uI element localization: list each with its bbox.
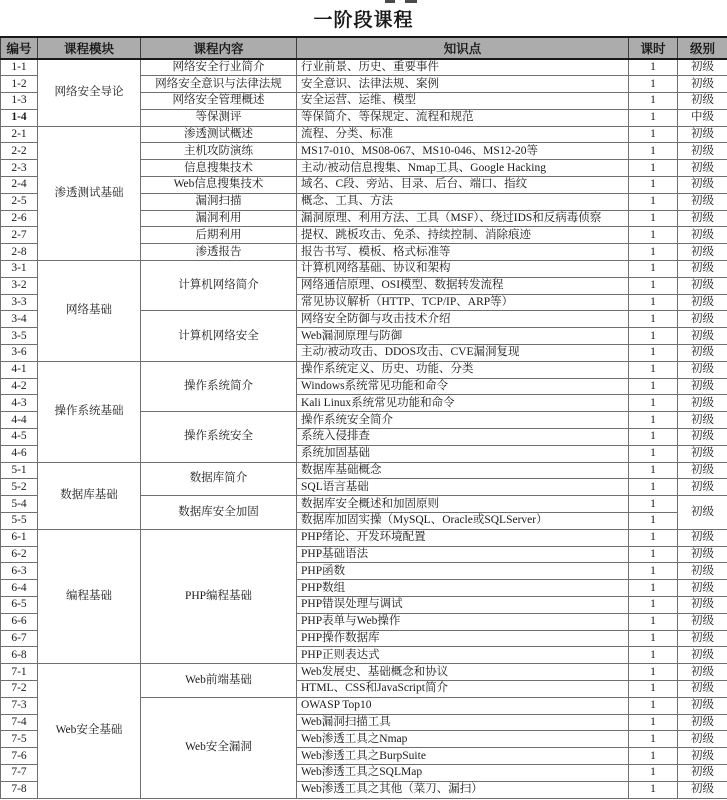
hours-cell: 1 bbox=[629, 546, 678, 563]
content-cell: 渗透测试概述 bbox=[141, 126, 297, 143]
hours-cell: 1 bbox=[629, 395, 678, 412]
hours-cell: 1 bbox=[629, 59, 678, 76]
content-cell: 操作系统简介 bbox=[141, 361, 297, 411]
table-row bbox=[1, 529, 727, 546]
row-number-cell: 3-2 bbox=[1, 277, 38, 294]
content-cell: Web信息搜集技术 bbox=[141, 177, 297, 194]
knowledge-points-cell: Web渗透工具之SQLMap bbox=[297, 764, 629, 781]
knowledge-points-cell: 网络安全防御与攻击技术介绍 bbox=[297, 311, 629, 328]
level-cell: 初级 bbox=[678, 177, 727, 194]
knowledge-points-cell: MS17-010、MS08-067、MS10-046、MS12-20等 bbox=[297, 143, 629, 160]
hours-cell: 1 bbox=[629, 143, 678, 160]
knowledge-points-cell: 操作系统安全简介 bbox=[297, 412, 629, 429]
module-cell: Web安全基础 bbox=[38, 664, 141, 798]
hours-cell: 1 bbox=[629, 647, 678, 664]
knowledge-points-cell: PHP基础语法 bbox=[297, 546, 629, 563]
row-number-cell: 4-3 bbox=[1, 395, 38, 412]
level-cell: 初级 bbox=[678, 294, 727, 311]
knowledge-points-cell: PHP函数 bbox=[297, 563, 629, 580]
table-row bbox=[1, 261, 727, 278]
row-number-cell: 6-8 bbox=[1, 647, 38, 664]
knowledge-points-cell: SQL语言基础 bbox=[297, 479, 629, 496]
module-cell: 编程基础 bbox=[38, 529, 141, 663]
level-cell: 初级 bbox=[678, 93, 727, 110]
hours-cell: 1 bbox=[629, 294, 678, 311]
page-title: 一阶段课程 bbox=[313, 9, 414, 31]
knowledge-points-cell: Web漏洞原理与防御 bbox=[297, 328, 629, 345]
level-cell: 初级 bbox=[678, 597, 727, 614]
hours-cell: 1 bbox=[629, 244, 678, 261]
knowledge-points-cell: Kali Linux系统常见功能和命令 bbox=[297, 395, 629, 412]
hours-cell: 1 bbox=[629, 496, 678, 513]
module-cell: 网络基础 bbox=[38, 261, 141, 362]
row-number-cell: 2-5 bbox=[1, 193, 38, 210]
level-cell: 中级 bbox=[678, 109, 727, 126]
level-cell: 初级 bbox=[678, 764, 727, 781]
knowledge-points-cell: PHP操作数据库 bbox=[297, 630, 629, 647]
row-number-cell: 7-5 bbox=[1, 731, 38, 748]
hours-cell: 1 bbox=[629, 76, 678, 93]
row-number-cell: 4-4 bbox=[1, 412, 38, 429]
row-number-cell: 6-6 bbox=[1, 613, 38, 630]
row-number-cell: 2-4 bbox=[1, 177, 38, 194]
row-number-cell: 7-1 bbox=[1, 664, 38, 681]
content-cell: 信息搜集技术 bbox=[141, 160, 297, 177]
knowledge-points-cell: Web发展史、基础概念和协议 bbox=[297, 664, 629, 681]
level-cell: 初级 bbox=[678, 680, 727, 697]
content-cell: 主机攻防演练 bbox=[141, 143, 297, 160]
table-row bbox=[1, 361, 727, 378]
knowledge-points-cell: Web渗透工具之其他（菜刀、漏扫） bbox=[297, 781, 629, 798]
row-number-cell: 3-5 bbox=[1, 328, 38, 345]
row-number-cell: 6-2 bbox=[1, 546, 38, 563]
row-number-cell: 5-1 bbox=[1, 462, 38, 479]
level-cell: 初级 bbox=[678, 429, 727, 446]
header-row bbox=[1, 37, 727, 59]
level-cell: 初级 bbox=[678, 193, 727, 210]
header-number: 编号 bbox=[1, 37, 38, 59]
course-table bbox=[0, 36, 727, 799]
hours-cell: 1 bbox=[629, 429, 678, 446]
hours-cell: 1 bbox=[629, 764, 678, 781]
level-cell: 初级 bbox=[678, 748, 727, 765]
row-number-cell: 2-7 bbox=[1, 227, 38, 244]
hours-cell: 1 bbox=[629, 630, 678, 647]
content-cell: 数据库简介 bbox=[141, 462, 297, 496]
knowledge-points-cell: 主动/被动攻击、DDOS攻击、CVE漏洞复现 bbox=[297, 345, 629, 362]
row-number-cell: 7-8 bbox=[1, 781, 38, 798]
level-cell: 初级 bbox=[678, 580, 727, 597]
module-cell: 渗透测试基础 bbox=[38, 126, 141, 260]
content-cell: 操作系统安全 bbox=[141, 412, 297, 462]
level-cell: 初级 bbox=[678, 697, 727, 714]
row-number-cell: 4-5 bbox=[1, 429, 38, 446]
content-cell: 渗透报告 bbox=[141, 244, 297, 261]
knowledge-points-cell: 域名、C段、旁站、目录、后台、端口、指纹 bbox=[297, 177, 629, 194]
hours-cell: 1 bbox=[629, 580, 678, 597]
row-number-cell: 2-8 bbox=[1, 244, 38, 261]
hours-cell: 1 bbox=[629, 378, 678, 395]
hours-cell: 1 bbox=[629, 177, 678, 194]
header-content: 课程内容 bbox=[141, 37, 297, 59]
level-cell: 初级 bbox=[678, 210, 727, 227]
content-cell: PHP编程基础 bbox=[141, 529, 297, 663]
table-row bbox=[1, 126, 727, 143]
row-number-cell: 3-1 bbox=[1, 261, 38, 278]
row-number-cell: 6-5 bbox=[1, 597, 38, 614]
hours-cell: 1 bbox=[629, 345, 678, 362]
table-row bbox=[1, 462, 727, 479]
knowledge-points-cell: 等保简介、等保规定、流程和规范 bbox=[297, 109, 629, 126]
content-cell: 网络安全行业简介 bbox=[141, 59, 297, 76]
knowledge-points-cell: 数据库加固实操（MySQL、Oracle或SQLServer） bbox=[297, 513, 629, 530]
hours-cell: 1 bbox=[629, 93, 678, 110]
knowledge-points-cell: PHP表单与Web操作 bbox=[297, 613, 629, 630]
hours-cell: 1 bbox=[629, 227, 678, 244]
row-number-cell: 1-4 bbox=[1, 109, 38, 126]
level-cell: 初级 bbox=[678, 277, 727, 294]
knowledge-points-cell: 流程、分类、标准 bbox=[297, 126, 629, 143]
level-cell: 初级 bbox=[678, 261, 727, 278]
hours-cell: 1 bbox=[629, 445, 678, 462]
level-cell: 初级 bbox=[678, 647, 727, 664]
header-hours: 课时 bbox=[629, 37, 678, 59]
knowledge-points-cell: Web渗透工具之Nmap bbox=[297, 731, 629, 748]
table-row bbox=[1, 59, 727, 76]
knowledge-points-cell: 计算机网络基础、协议和架构 bbox=[297, 261, 629, 278]
hours-cell: 1 bbox=[629, 412, 678, 429]
header-points: 知识点 bbox=[297, 37, 629, 59]
hours-cell: 1 bbox=[629, 311, 678, 328]
hours-cell: 1 bbox=[629, 328, 678, 345]
level-cell: 初级 bbox=[678, 143, 727, 160]
header-level: 级别 bbox=[678, 37, 727, 59]
knowledge-points-cell: Windows系统常见功能和命令 bbox=[297, 378, 629, 395]
hours-cell: 1 bbox=[629, 513, 678, 530]
header-module: 课程模块 bbox=[38, 37, 141, 59]
knowledge-points-cell: HTML、CSS和JavaScript简介 bbox=[297, 680, 629, 697]
module-cell: 操作系统基础 bbox=[38, 361, 141, 462]
knowledge-points-cell: 系统入侵排查 bbox=[297, 429, 629, 446]
knowledge-points-cell: 漏洞原理、利用方法、工具（MSF）、绕过IDS和反病毒侦察 bbox=[297, 210, 629, 227]
hours-cell: 1 bbox=[629, 563, 678, 580]
row-number-cell: 4-6 bbox=[1, 445, 38, 462]
level-cell: 初级 bbox=[678, 227, 727, 244]
content-cell: 计算机网络简介 bbox=[141, 261, 297, 311]
level-cell: 初级 bbox=[678, 328, 727, 345]
row-number-cell: 6-1 bbox=[1, 529, 38, 546]
hours-cell: 1 bbox=[629, 193, 678, 210]
level-cell: 初级 bbox=[678, 59, 727, 76]
level-cell: 初级 bbox=[678, 378, 727, 395]
content-cell: Web安全漏洞 bbox=[141, 697, 297, 798]
knowledge-points-cell: PHP数组 bbox=[297, 580, 629, 597]
knowledge-points-cell: OWASP Top10 bbox=[297, 697, 629, 714]
hours-cell: 1 bbox=[629, 664, 678, 681]
hours-cell: 1 bbox=[629, 277, 678, 294]
hours-cell: 1 bbox=[629, 210, 678, 227]
row-number-cell: 7-6 bbox=[1, 748, 38, 765]
row-number-cell: 7-2 bbox=[1, 680, 38, 697]
content-cell: 等保测评 bbox=[141, 109, 297, 126]
level-cell: 初级 bbox=[678, 546, 727, 563]
row-number-cell: 3-4 bbox=[1, 311, 38, 328]
hours-cell: 1 bbox=[629, 479, 678, 496]
row-number-cell: 5-2 bbox=[1, 479, 38, 496]
row-number-cell: 2-1 bbox=[1, 126, 38, 143]
row-number-cell: 6-7 bbox=[1, 630, 38, 647]
hours-cell: 1 bbox=[629, 714, 678, 731]
hours-cell: 1 bbox=[629, 781, 678, 798]
level-cell: 初级 bbox=[678, 395, 727, 412]
knowledge-points-cell: 数据库安全概述和加固原则 bbox=[297, 496, 629, 513]
knowledge-points-cell: 安全意识、法律法规、案例 bbox=[297, 76, 629, 93]
row-number-cell: 2-6 bbox=[1, 210, 38, 227]
level-cell: 初级 bbox=[678, 244, 727, 261]
knowledge-points-cell: 安全运营、运维、模型 bbox=[297, 93, 629, 110]
content-cell: 网络安全意识与法律法规 bbox=[141, 76, 297, 93]
knowledge-points-cell: PHP绪论、开发环境配置 bbox=[297, 529, 629, 546]
course-table-body bbox=[1, 59, 727, 798]
hours-cell: 1 bbox=[629, 361, 678, 378]
hours-cell: 1 bbox=[629, 160, 678, 177]
level-cell: 初级 bbox=[678, 76, 727, 93]
knowledge-points-cell: 网络通信原理、OSI模型、数据转发流程 bbox=[297, 277, 629, 294]
row-number-cell: 2-2 bbox=[1, 143, 38, 160]
knowledge-points-cell: 主动/被动信息搜集、Nmap工具、Google Hacking bbox=[297, 160, 629, 177]
level-cell: 初级 bbox=[678, 126, 727, 143]
row-number-cell: 3-3 bbox=[1, 294, 38, 311]
knowledge-points-cell: PHP正则表达式 bbox=[297, 647, 629, 664]
knowledge-points-cell: 系统加固基础 bbox=[297, 445, 629, 462]
module-cell: 数据库基础 bbox=[38, 462, 141, 529]
cropped-text-artifact bbox=[383, 0, 427, 4]
row-number-cell: 7-7 bbox=[1, 764, 38, 781]
hours-cell: 1 bbox=[629, 261, 678, 278]
level-cell: 初级 bbox=[678, 445, 727, 462]
level-cell: 初级 bbox=[678, 160, 727, 177]
row-number-cell: 6-4 bbox=[1, 580, 38, 597]
level-cell: 初级 bbox=[678, 345, 727, 362]
row-number-cell: 7-4 bbox=[1, 714, 38, 731]
content-cell: 数据库安全加固 bbox=[141, 496, 297, 530]
content-cell: 漏洞扫描 bbox=[141, 193, 297, 210]
row-number-cell: 5-5 bbox=[1, 513, 38, 530]
hours-cell: 1 bbox=[629, 731, 678, 748]
level-cell: 初级 bbox=[678, 479, 727, 496]
row-number-cell: 5-4 bbox=[1, 496, 38, 513]
hours-cell: 1 bbox=[629, 680, 678, 697]
content-cell: 网络安全管理概述 bbox=[141, 93, 297, 110]
knowledge-points-cell: 报告书写、模板、格式标准等 bbox=[297, 244, 629, 261]
level-cell: 初级 bbox=[678, 311, 727, 328]
level-cell: 初级 bbox=[678, 613, 727, 630]
hours-cell: 1 bbox=[629, 597, 678, 614]
knowledge-points-cell: Web漏洞扫描工具 bbox=[297, 714, 629, 731]
row-number-cell: 2-3 bbox=[1, 160, 38, 177]
knowledge-points-cell: 操作系统定义、历史、功能、分类 bbox=[297, 361, 629, 378]
level-cell: 初级 bbox=[678, 462, 727, 479]
table-header bbox=[1, 37, 727, 59]
knowledge-points-cell: 提权、跳板攻击、免杀、持续控制、消除痕迹 bbox=[297, 227, 629, 244]
content-cell: Web前端基础 bbox=[141, 664, 297, 698]
row-number-cell: 4-1 bbox=[1, 361, 38, 378]
level-cell: 初级 bbox=[678, 529, 727, 546]
table-row bbox=[1, 664, 727, 681]
level-cell: 初级 bbox=[678, 496, 727, 530]
content-cell: 计算机网络安全 bbox=[141, 311, 297, 361]
row-number-cell: 1-3 bbox=[1, 93, 38, 110]
row-number-cell: 6-3 bbox=[1, 563, 38, 580]
hours-cell: 1 bbox=[629, 529, 678, 546]
row-number-cell: 7-3 bbox=[1, 697, 38, 714]
level-cell: 初级 bbox=[678, 563, 727, 580]
knowledge-points-cell: 常见协议解析（HTTP、TCP/IP、ARP等） bbox=[297, 294, 629, 311]
level-cell: 初级 bbox=[678, 731, 727, 748]
knowledge-points-cell: 行业前景、历史、重要事件 bbox=[297, 59, 629, 76]
hours-cell: 1 bbox=[629, 109, 678, 126]
title-bar bbox=[0, 0, 727, 36]
knowledge-points-cell: 数据库基础概念 bbox=[297, 462, 629, 479]
row-number-cell: 1-1 bbox=[1, 59, 38, 76]
knowledge-points-cell: Web渗透工具之BurpSuite bbox=[297, 748, 629, 765]
hours-cell: 1 bbox=[629, 462, 678, 479]
hours-cell: 1 bbox=[629, 613, 678, 630]
level-cell: 初级 bbox=[678, 664, 727, 681]
content-cell: 后期利用 bbox=[141, 227, 297, 244]
hours-cell: 1 bbox=[629, 697, 678, 714]
knowledge-points-cell: 概念、工具、方法 bbox=[297, 193, 629, 210]
content-cell: 漏洞利用 bbox=[141, 210, 297, 227]
row-number-cell: 1-2 bbox=[1, 76, 38, 93]
level-cell: 初级 bbox=[678, 630, 727, 647]
level-cell: 初级 bbox=[678, 714, 727, 731]
hours-cell: 1 bbox=[629, 748, 678, 765]
level-cell: 初级 bbox=[678, 781, 727, 798]
level-cell: 初级 bbox=[678, 361, 727, 378]
row-number-cell: 3-6 bbox=[1, 345, 38, 362]
module-cell: 网络安全导论 bbox=[38, 59, 141, 126]
row-number-cell: 4-2 bbox=[1, 378, 38, 395]
hours-cell: 1 bbox=[629, 126, 678, 143]
knowledge-points-cell: PHP错误处理与调试 bbox=[297, 597, 629, 614]
level-cell: 初级 bbox=[678, 412, 727, 429]
